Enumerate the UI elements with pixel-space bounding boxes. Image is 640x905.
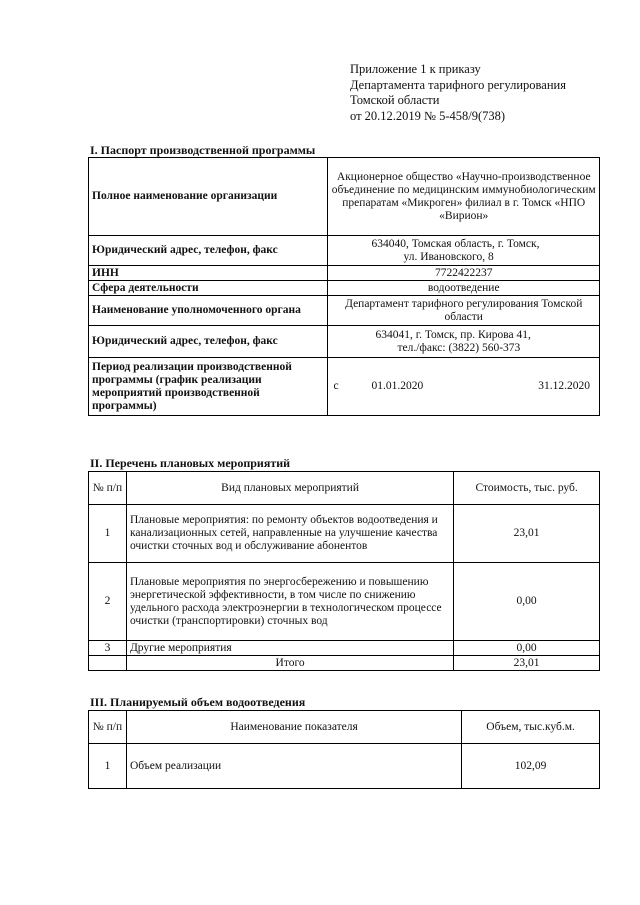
order-header	[350, 62, 566, 124]
section1-title: I. Паспорт производственной программы	[90, 143, 316, 157]
passport-label: Полное наименование организации	[89, 158, 328, 236]
total-label: Итого	[126, 656, 453, 671]
passport-label: Сфера деятельности	[89, 281, 328, 296]
table-row	[89, 358, 600, 416]
table-row	[89, 744, 600, 789]
table-row	[89, 281, 600, 296]
header-line-4: от 20.12.2019 № 5-458/9(738)	[350, 108, 506, 123]
col-volume-header: Объем, тыс.куб.м.	[462, 711, 600, 744]
row-name: Другие мероприятия	[126, 641, 453, 656]
row-num: 2	[89, 563, 127, 641]
address-line-2: тел./факс: (3822) 560-373	[397, 341, 521, 354]
passport-value	[328, 358, 600, 416]
col-cost-header: Стоимость, тыс. руб.	[454, 472, 600, 505]
table-row	[89, 158, 600, 236]
passport-value: Департамент тарифного регулирования Томской области	[328, 296, 600, 326]
passport-value: Акционерное общество «Научно-производственное объединение по медицинским иммунобиологическим препаратам «Микроген» филиал в г. Томск «НПО «Вирион»	[328, 158, 600, 236]
volume-table	[88, 710, 600, 789]
table-row	[89, 236, 600, 266]
table-row	[89, 563, 600, 641]
row-volume: 102,09	[462, 744, 600, 789]
address-line-1: 634041, г. Томск, пр. Кирова 41,	[375, 328, 531, 341]
passport-label: Юридический адрес, телефон, факс	[89, 326, 328, 358]
table-header-row	[89, 711, 600, 744]
passport-label: ИНН	[89, 266, 328, 281]
address-line-2: ул. Ивановского, 8	[403, 250, 494, 263]
row-num: 1	[89, 744, 127, 789]
passport-label: Юридический адрес, телефон, факс	[89, 236, 328, 266]
passport-value: водоотведение	[328, 281, 600, 296]
period-start: 01.01.2020	[371, 380, 424, 392]
period-end: 31.12.2020	[538, 380, 590, 392]
header-line-2: Департамента тарифного регулирования	[350, 77, 566, 92]
total-row	[89, 656, 600, 671]
table-row	[89, 641, 600, 656]
table-row	[89, 266, 600, 281]
col-name-header: Вид плановых мероприятий	[126, 472, 453, 505]
table-row	[89, 296, 600, 326]
table-row	[89, 326, 600, 358]
header-line-1: Приложение 1 к приказу	[350, 62, 481, 76]
header-line-3: Томской области	[350, 93, 440, 107]
row-cost: 0,00	[454, 641, 600, 656]
passport-value: 7722422237	[328, 266, 600, 281]
activities-table	[88, 471, 600, 671]
row-name: Плановые мероприятия по энергосбережению и повышению энергетической эффективности, в том числе по снижению удельного расхода электроэнергии в технологическом процессе очистки (транспортировки) сточных вод	[126, 563, 453, 641]
row-num: 3	[89, 641, 127, 656]
row-cost: 0,00	[454, 563, 600, 641]
row-cost: 23,01	[454, 505, 600, 563]
col-num-header: № п/п	[89, 472, 127, 505]
total-value: 23,01	[454, 656, 600, 671]
passport-value	[328, 326, 600, 358]
passport-label: Наименование уполномоченного органа	[89, 296, 328, 326]
section3-title: III. Планируемый объем водоотведения	[90, 695, 306, 709]
col-num-header: № п/п	[89, 711, 127, 744]
passport-value	[328, 236, 600, 266]
col-name-header: Наименование показателя	[126, 711, 461, 744]
total-empty-cell	[89, 656, 127, 671]
passport-label: Период реализации производственной программы (график реализации мероприятий производственной программы)	[89, 358, 328, 416]
passport-table	[88, 157, 600, 416]
address-line-1: 634040, Томская область, г. Томск,	[371, 237, 540, 250]
table-row	[89, 505, 600, 563]
table-header-row	[89, 472, 600, 505]
section2-title: II. Перечень плановых мероприятий	[90, 456, 291, 470]
row-name: Объем реализации	[126, 744, 461, 789]
row-num: 1	[89, 505, 127, 563]
period-prefix: с	[333, 380, 339, 392]
row-name: Плановые мероприятия: по ремонту объектов водоотведения и канализационных сетей, направленные на улучшение качества очистки сточных вод и обслуживание абонентов	[126, 505, 453, 563]
